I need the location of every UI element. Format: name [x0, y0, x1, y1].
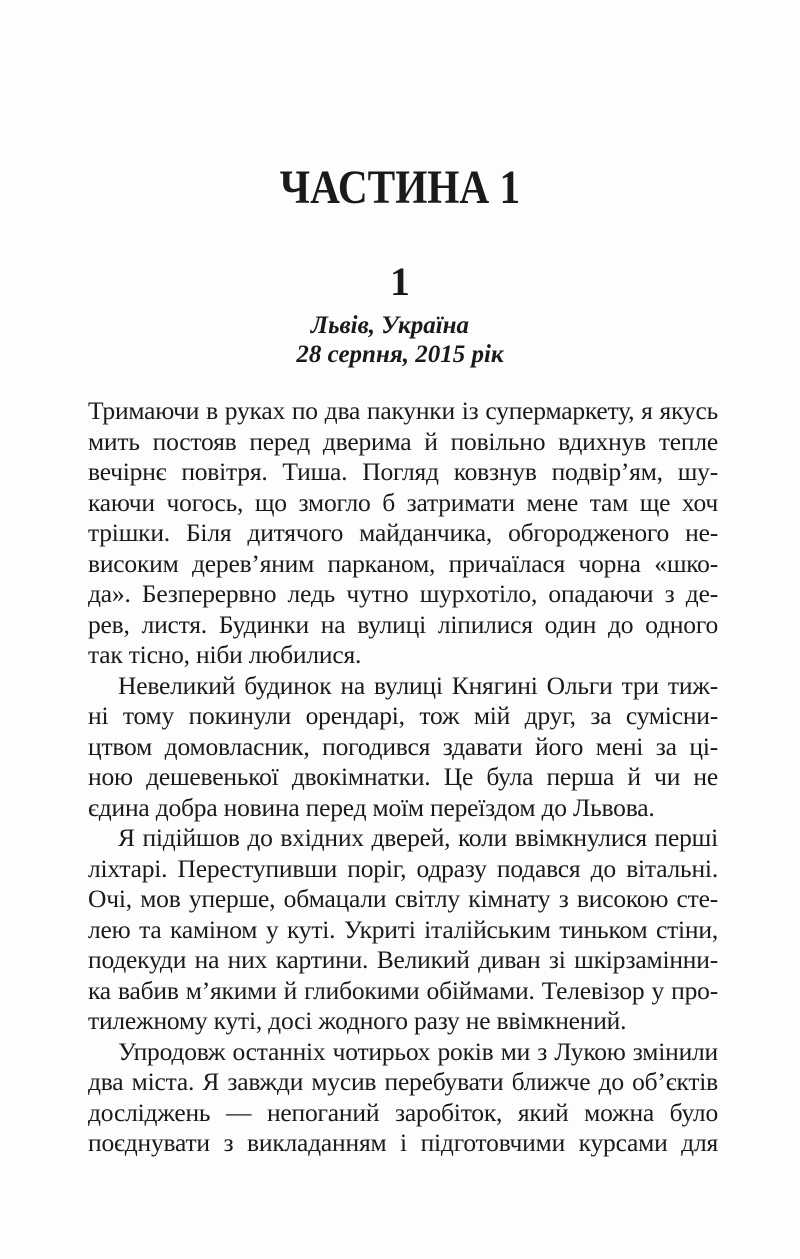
- text-line: Невеликий будинок на вулиці Княгині Ольги три тиж-: [118, 670, 718, 700]
- text-line: ні тому покинули орендарі, тож мій друг, за сумісни-: [88, 701, 718, 730]
- text-line: Очі, мов уперше, обмацали світлу кімнату з високою сте-: [88, 884, 718, 913]
- text-line: тилежному куті, досі жодного разу не ввімкнений.: [88, 1006, 627, 1035]
- text-line: так тісно, ніби любилися.: [88, 640, 362, 669]
- text-line: єдина добра новина перед моїм переїздом до Львова.: [88, 792, 655, 822]
- text-line: цтвом домовласник, погодився здавати його мені за ці-: [88, 731, 718, 761]
- text-line: каючи чогось, що змогло б затримати мене там ще хоч: [88, 487, 718, 517]
- chapter-location: Львів, Україна: [310, 312, 470, 339]
- chapter-date: 28 серпня, 2015 рік: [296, 341, 504, 368]
- text-line: Тримаючи в руках по два пакунки із супермаркету, я якусь: [88, 396, 718, 425]
- text-line: досліджень — непоганий заробіток, який можна було: [88, 1097, 718, 1127]
- text-line: вечірнє повітря. Тиша. Погляд ковзнув подвір’ям, шу-: [88, 457, 718, 486]
- chapter-number: 1: [390, 259, 410, 304]
- text-line: Упродовж останніх чотирьох років ми з Лукою змінили: [118, 1036, 718, 1066]
- text-line: подекуди на них картини. Великий диван зі шкірзамінни-: [88, 945, 718, 974]
- text-line: мить постояв перед дверима й повільно вдихнув тепле: [88, 426, 718, 456]
- text-line: да». Безперервно ледь чутно шурхотіло, опадаючи з де-: [88, 579, 718, 608]
- body-text: [88, 396, 718, 1159]
- text-line: ною дешевенької двокімнатки. Це була перша й чи не: [88, 762, 718, 791]
- text-line: Я підійшов до вхідних дверей, коли ввімкнулися перші: [118, 823, 718, 852]
- text-line: високим дерев’яним парканом, причаїлася чорна «шко-: [88, 548, 718, 578]
- part-title: ЧАСТИНА 1: [279, 161, 521, 214]
- text-line: поєднувати з викладанням і підготовчими курсами для: [88, 1128, 718, 1157]
- text-line: ка вабив м’якими й глибокими обіймами. Телевізор у про-: [88, 975, 718, 1005]
- text-line: два міста. Я завжди мусив перебувати ближче до об’єктів: [88, 1067, 718, 1096]
- text-line: рев, листя. Будинки на вулиці ліпилися один до одного: [88, 609, 718, 639]
- text-line: лею та каміном у куті. Укриті італійським тиньком стіни,: [88, 914, 718, 944]
- text-line: трішки. Біля дитячого майданчика, обгородженого не-: [88, 518, 718, 547]
- text-line: ліхтарі. Переступивши поріг, одразу подався до вітальні.: [88, 853, 718, 883]
